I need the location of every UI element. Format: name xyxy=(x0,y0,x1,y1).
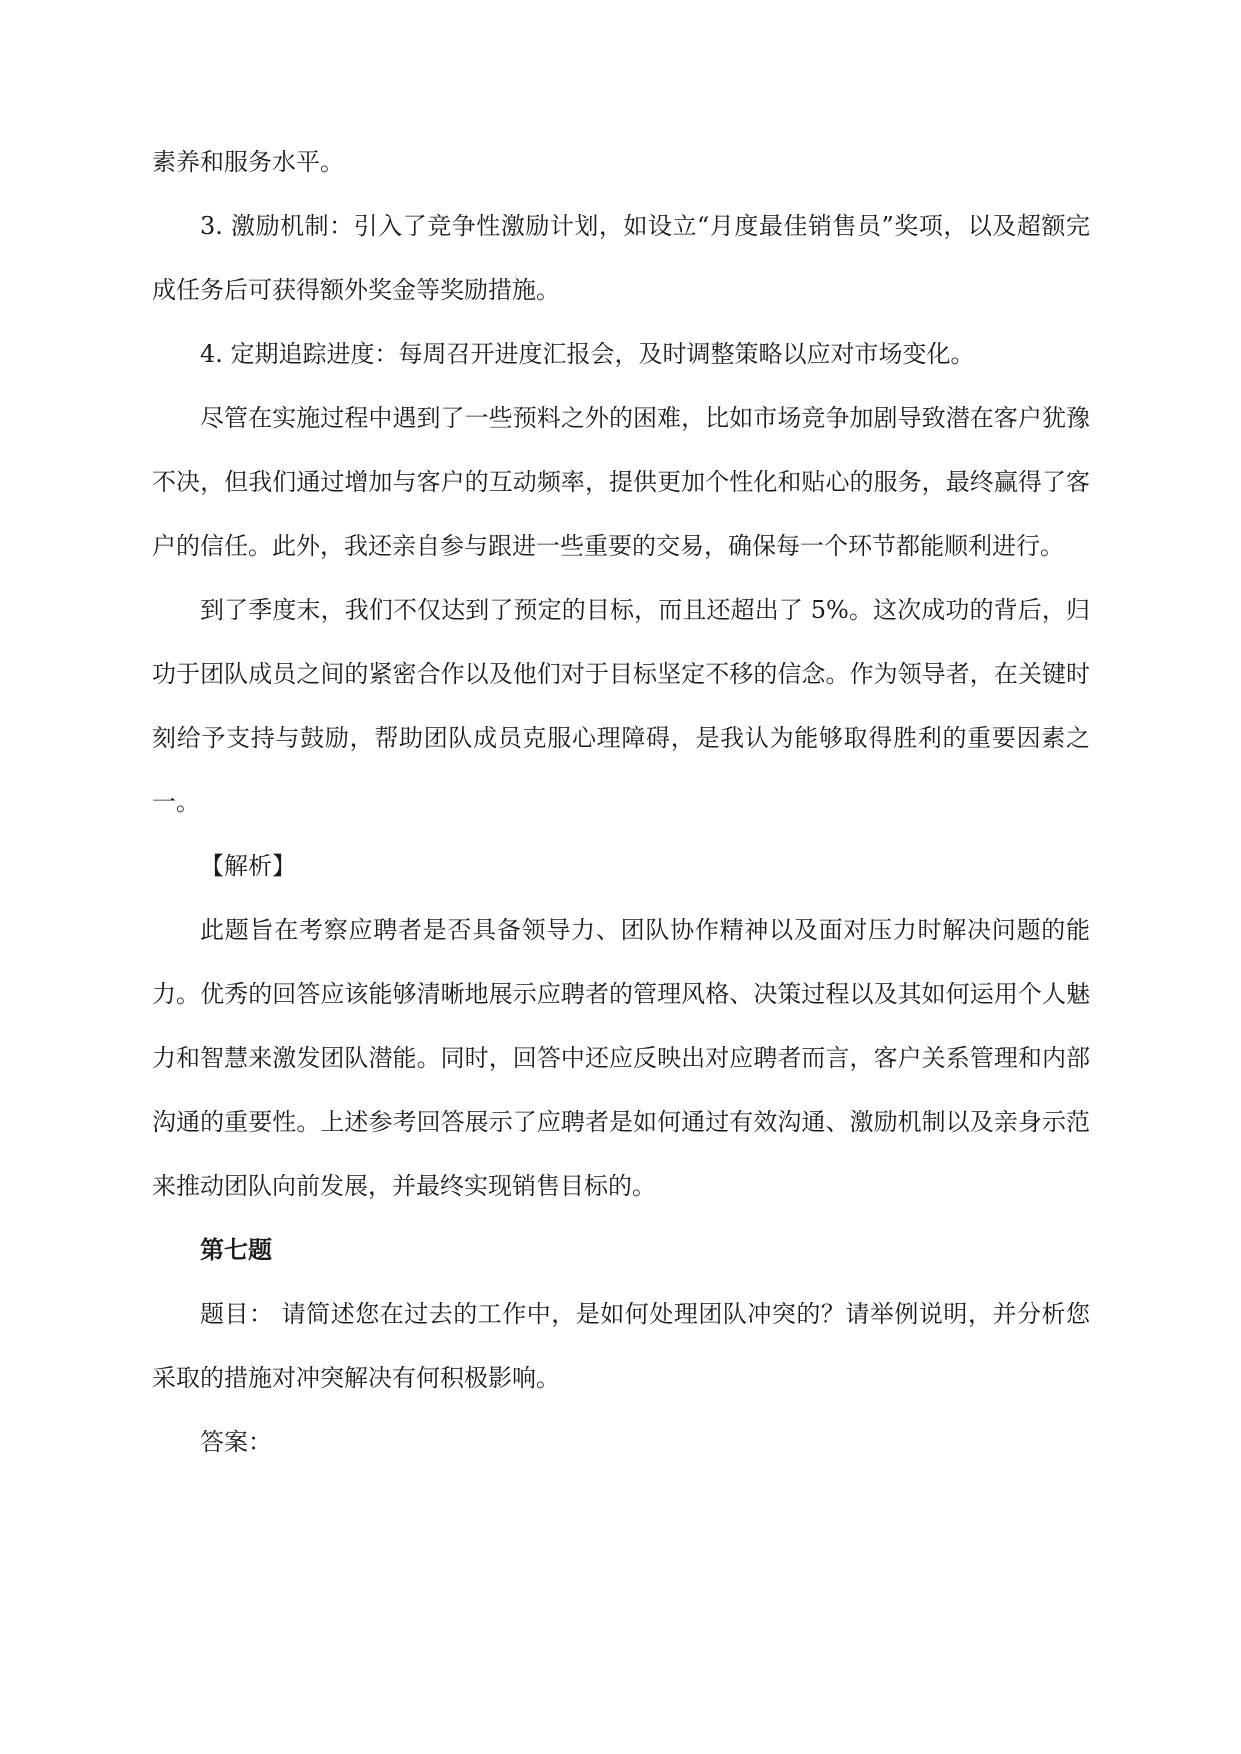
body-paragraph: 素养和服务水平。 xyxy=(152,148,344,176)
body-paragraph: 到了季度末，我们不仅达到了预定的目标，而且还超出了 5%。这次成功的背后，归功于团队成员之间的紧密合作以及他们对于目标坚定不移的信念。作为领导者，在关键时刻给予支持与鼓励，帮助团队成员克服心理障碍，是我认为能够取得胜利的重要因素之一。 xyxy=(152,596,1090,816)
analysis-heading: 【解析】 xyxy=(200,852,296,880)
body-paragraph: 尽管在实施过程中遇到了一些预料之外的困难，比如市场竞争加剧导致潜在客户犹豫不决，但我们通过增加与客户的互动频率，提供更加个性化和贴心的服务，最终赢得了客户的信任。此外，我还亲自参与跟进一些重要的交易，确保每一个环节都能顺利进行。 xyxy=(152,404,1090,560)
analysis-paragraph: 此题旨在考察应聘者是否具备领导力、团队协作精神以及面对压力时解决问题的能力。优秀的回答应该能够清晰地展示应聘者的管理风格、决策过程以及其如何运用个人魅力和智慧来激发团队潜能。同时，回答中还应反映出对应聘者而言，客户关系管理和内部沟通的重要性。上述参考回答展示了应聘者是如何通过有效沟通、激励机制以及亲身示范来推动团队向前发展，并最终实现销售目标的。 xyxy=(152,916,1090,1200)
document-page xyxy=(152,130,1090,1474)
question-prompt: 题目： 请简述您在过去的工作中，是如何处理团队冲突的？请举例说明，并分析您采取的措施对冲突解决有何积极影响。 xyxy=(152,1300,1090,1392)
question-heading: 第七题 xyxy=(200,1235,272,1264)
answer-label: 答案： xyxy=(200,1428,272,1456)
list-item-progress-tracking: 4. 定期追踪进度：每周召开进度汇报会，及时调整策略以应对市场变化。 xyxy=(200,340,975,368)
list-item-incentive-mechanism: 3. 激励机制：引入了竞争性激励计划，如设立“月度最佳销售员”奖项，以及超额完成任务后可获得额外奖金等奖励措施。 xyxy=(152,212,1090,304)
